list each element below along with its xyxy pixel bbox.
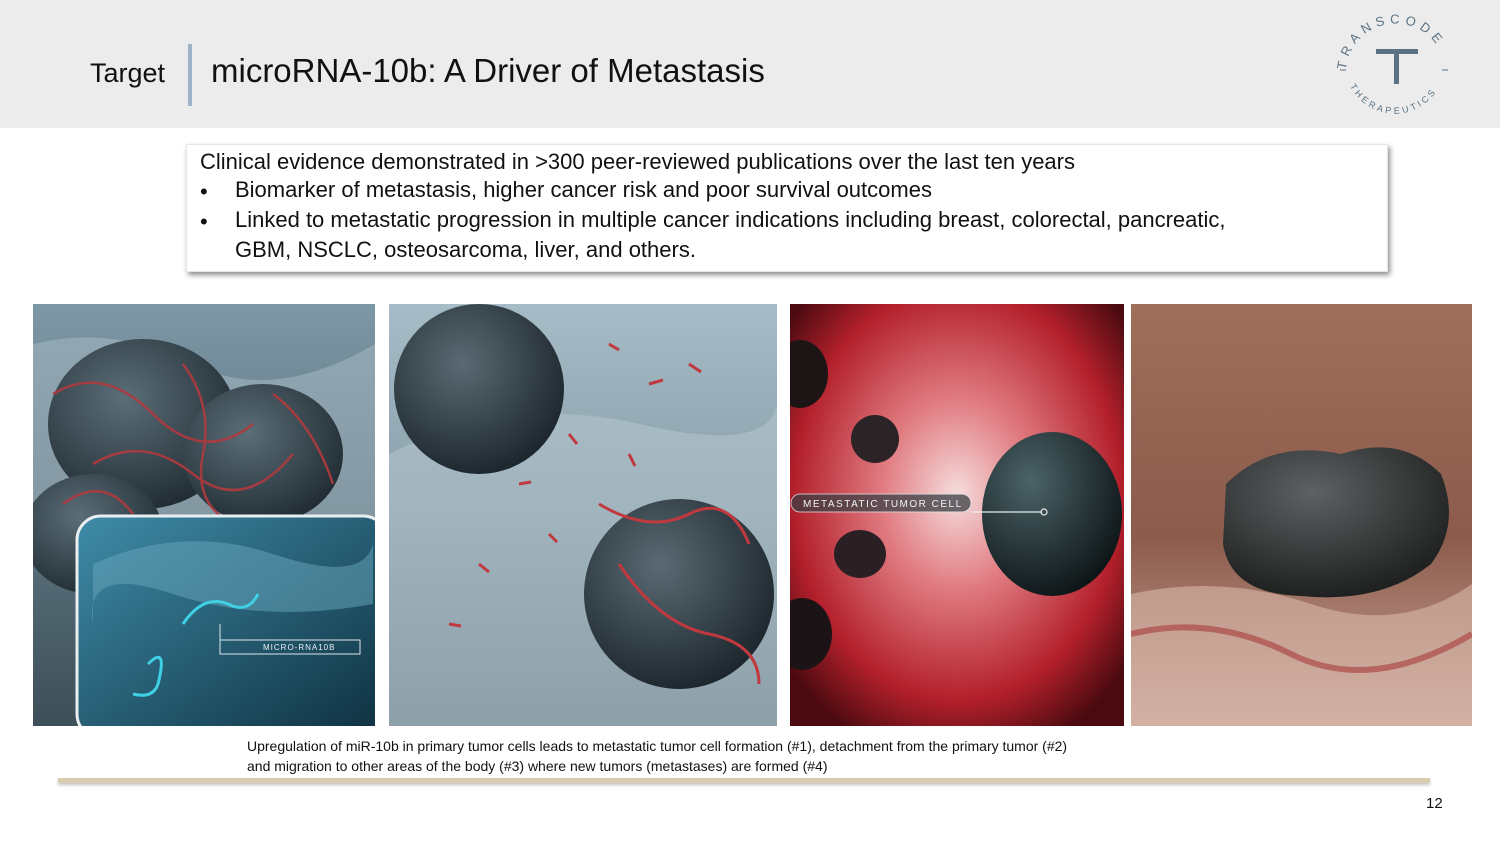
detachment-image bbox=[389, 304, 777, 726]
caption-line: and migration to other areas of the body (#3) where new tumors (metastases) are formed (#4) bbox=[247, 758, 828, 774]
header-divider bbox=[188, 44, 192, 106]
metastatic-cell-label: METASTATIC TUMOR CELL bbox=[803, 499, 963, 510]
section-label: Target bbox=[90, 58, 166, 88]
footer-divider bbox=[58, 778, 1430, 783]
primary-tumor-image bbox=[33, 304, 375, 726]
bullet-text-biomarker: Biomarker of metastasis, higher cancer risk and poor survival outcomes bbox=[235, 177, 932, 202]
new-tumor-image bbox=[1131, 304, 1472, 726]
slide-title: microRNA-10b: A Driver of Metastasis bbox=[211, 52, 765, 89]
svg-text:THERAPEUTICS bbox=[1348, 82, 1439, 116]
evidence-lead: Clinical evidence demonstrated in >300 peer-reviewed publications over the last ten years bbox=[200, 149, 1075, 174]
logo-bottom-text: THERAPEUTICS bbox=[1348, 81, 1439, 116]
company-logo bbox=[1332, 4, 1458, 124]
metastatic-cell-image bbox=[790, 304, 1124, 726]
svg-text:TRANSCODE bbox=[1334, 11, 1449, 70]
evidence-box bbox=[186, 144, 1388, 272]
figure-caption bbox=[247, 736, 1067, 776]
bullet-marker: • bbox=[200, 209, 208, 234]
logo-top-text: TRANSCODE bbox=[1333, 11, 1449, 71]
caption-line: Upregulation of miR-10b in primary tumor cells leads to metastatic tumor cell formation (#1), detachment from the primary tumor (#2) bbox=[247, 738, 1068, 754]
micro-rna-label: MICRO-RNA10B bbox=[263, 643, 336, 652]
page-number: 12 bbox=[1426, 795, 1443, 812]
bullet-marker: • bbox=[200, 179, 208, 204]
bullet-text-linked: Linked to metastatic progression in multiple cancer indications including breast, colorectal, pancreatic, bbox=[235, 207, 1226, 232]
bullet-text-linked-cont: GBM, NSCLC, osteosarcoma, liver, and others. bbox=[235, 237, 696, 262]
logo-mark-icon bbox=[1332, 4, 1458, 124]
